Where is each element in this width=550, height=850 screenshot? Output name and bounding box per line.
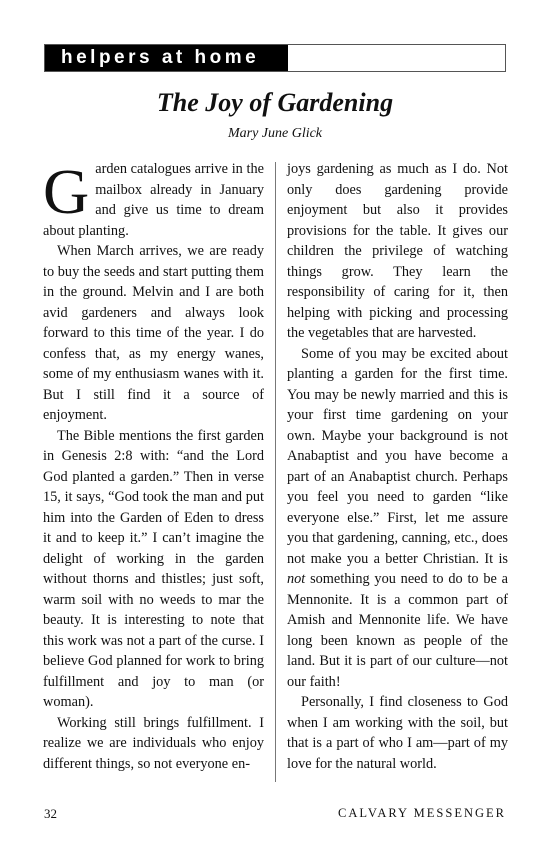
column-divider	[275, 162, 276, 782]
section-header	[44, 44, 506, 72]
page-number: 32	[44, 806, 57, 821]
section-label: helpers at home	[45, 45, 288, 71]
paragraph-text: arden catalogues arrive in the mailbox already in January and give us time to dream about planting.	[43, 161, 264, 239]
article-column-right	[287, 159, 508, 774]
paragraph-text: something you need to do to be a Mennonite. It is a common part of Amish and Mennonite life. We have long been known as people of the land. But it is part of our culture—not our faith!	[287, 571, 508, 690]
article-author: Mary June Glick	[227, 126, 323, 141]
paragraph: joys gardening as much as I do. Not only does gardening provide enjoyment but also it provides provisions for the table. It gives our children the privilege of watching things grow. They learn the responsibility of caring for it, then helping with picking and processing the vegetables that are harvested.	[287, 161, 508, 341]
publication-name: CALVARY MESSENGER	[338, 806, 506, 820]
paragraph: The Bible mentions the first garden in Genesis 2:8 with: “and the Lord God planted a garden.” Then in verse 15, it says, “God took the man and put him into the Garden of Eden to dress it and to keep it.” I can’t imagine the delight of working in the garden without thorns and thistles; just soft, warm soil with no weeds to mar the beauty. It is interesting to note that this work was not a part of the curse. I believe God planned for work to bring fulfillment and joy to man (or woman).	[43, 427, 264, 710]
article-column-left	[43, 156, 264, 774]
drop-cap: G	[43, 156, 90, 227]
paragraph: Working still brings fulfillment. I realize we are individuals who enjoy different things, so not everyone en-	[43, 714, 264, 772]
paragraph	[287, 344, 508, 693]
emphasis-text: not	[287, 571, 306, 587]
article-title: The Joy of Gardening	[156, 88, 394, 117]
paragraph: When March arrives, we are ready to buy the seeds and start putting them in the ground. Melvin and I are both avid gardeners and always look forward to this time of the year. I do confess that, as my energy wanes, some of my enthusiasm wanes with it. But I still find it a source of enjoyment.	[43, 243, 264, 423]
paragraph	[43, 156, 264, 241]
paragraph-text: Some of you may be excited about planting a garden for the first time. You may be newly married and this is your first time gardening on your own. Maybe your background is not Anabaptist and you have become a part of an Anabaptist church. Perhaps you feel you need to garden “like everyone else.” First, let me assure you that gardening, canning, etc., does not make you a better Christian. It is	[287, 345, 508, 567]
paragraph: Personally, I find closeness to God when I am working with the soil, but that is a part of who I am—part of my love for the natural world.	[287, 694, 508, 772]
